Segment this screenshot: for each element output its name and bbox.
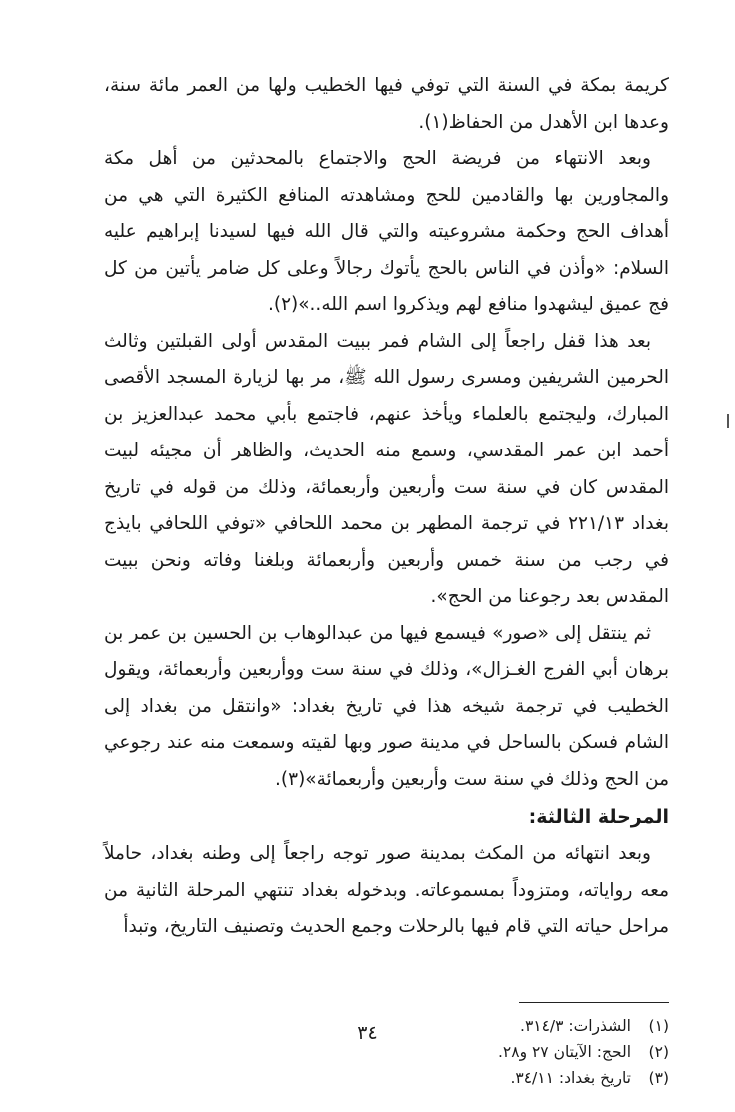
footnote-mark: (٢) <box>648 1042 669 1061</box>
paragraph-2: وبعد الانتهاء من فريضة الحج والاجتماع بالمحدثين من أهل مكة والمجاورين بها والقادمين للحج ومشاهدته المنافع الكثيرة التي هي من أهداف الحج وحكمة مشروعيته والتي قال الله فيها لسيدنا إبراهيم عليه السلام: «وأذن في الناس بالحج يأتوك رجالاً وعلى كل ضامر يأتين من كل فج عميق ليشهدوا منافع لهم ويذكروا اسم الله..»(٢). <box>104 148 669 315</box>
paragraph-1: كريمة بمكة في السنة التي توفي فيها الخطيب ولها من العمر مائة سنة، وعدها ابن الأهدل من الحفاظ(١). <box>104 75 669 133</box>
footnote-text: الشذرات: ٣١٤/٣. <box>520 1016 631 1035</box>
footnote-item <box>104 1065 669 1091</box>
footnote-divider <box>519 1002 669 1003</box>
footnote-mark: (١) <box>648 1016 669 1035</box>
paragraph-3: بعد هذا قفل راجعاً إلى الشام فمر ببيت المقدس أولى القبلتين وثالث الحرمين الشريفين ومسرى رسول الله ﷺ، مر بها لزيارة المسجد الأقصى المبارك، وليجتمع بالعلماء ويأخذ عنهم، فاجتمع بأبي محمد عبدالعزيز بن أحمد ابن عمر المقدسي، وسمع منه الحديث، والظاهر أن مجيئه لبيت المقدس كان في سنة ست وأربعين وأربعمائة، وذلك من قوله في تاريخ بغداد ٢٢١/١٣ في ترجمة المطهر بن محمد اللحافي «توفي اللحافي بايذج في رجب من سنة خمس وأربعين وأربعمائة وبلغنا وفاته ونحن ببيت المقدس بعد رجوعنا من الحج». <box>104 330 670 607</box>
paragraph-5: وبعد انتهائه من المكث بمدينة صور توجه راجعاً إلى وطنه بغداد، حاملاً معه رواياته، ومتزوداً بمسموعاته. وبدخوله بغداد تنتهي المرحلة الثانية من مراحل حياته التي قام فيها بالرحلات وجمع الحديث وتصنيف التاريخ، وتبدأ <box>104 843 669 937</box>
footnote-text: الحج: الآيتان ٢٧ و٢٨. <box>497 1042 631 1061</box>
margin-mark <box>727 414 729 428</box>
section-heading: المرحلة الثالثة: <box>528 806 669 828</box>
footnote-text: تاريخ بغداد: ٣٤/١١. <box>510 1068 631 1087</box>
footnote-mark: (٣) <box>648 1068 669 1087</box>
paragraph-4: ثم ينتقل إلى «صور» فيسمع فيها من عبدالوهاب بن الحسين بن عمر بن برهان أبي الفرج الغـزال»، وذلك في سنة ست ووأربعين وأربعمائة، ويقول الخطيب في ترجمة شيخه هذا في تاريخ بغداد: «وانتقل من بغداد إلى الشام فسكن بالساحل في مدينة صور وبها لقيته وسمعت منه عند رجوعي من الحج وذلك في سنة ست وأربعين وأربعمائة»(٣). <box>104 622 669 790</box>
page-number: ٣٤ <box>357 1022 378 1044</box>
